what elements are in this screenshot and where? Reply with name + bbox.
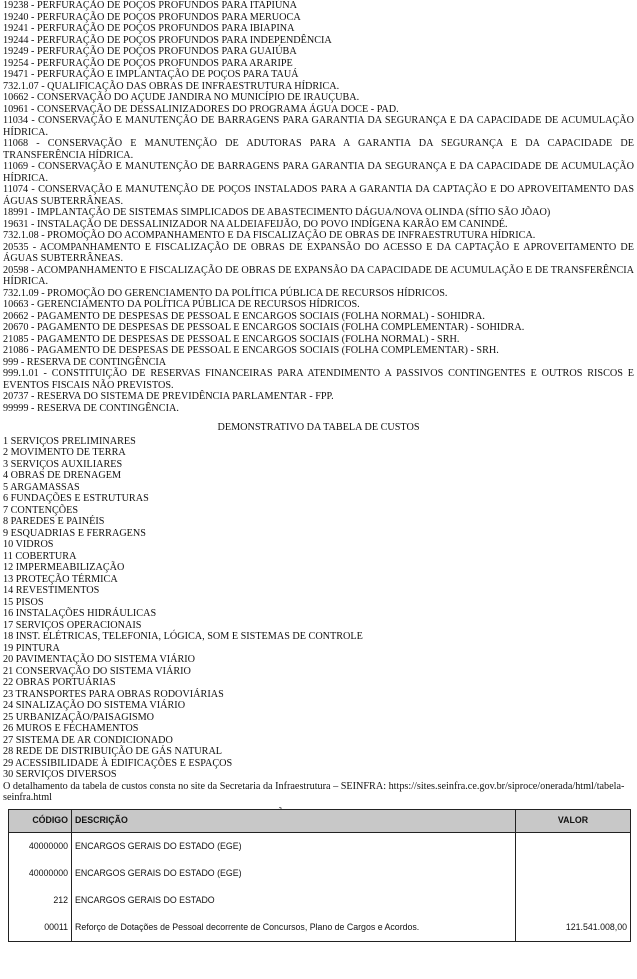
- budget-line: 11034 - CONSERVAÇÃO E MANUTENÇÃO DE BARRAGENS PARA GARANTIA DA SEGURANÇA E DA CAPACIDADE DE ACUMULAÇÃO HÍDRICA.: [3, 115, 634, 138]
- budget-line: 19244 - PERFURAÇÃO DE POÇOS PROFUNDOS PARA INDEPENDÊNCIA: [3, 34, 332, 46]
- cell-value: [516, 887, 631, 914]
- table-header-row: [9, 810, 631, 833]
- cost-item: 14 REVESTIMENTOS: [3, 585, 100, 596]
- cell-description: Reforço de Dotações de Pessoal decorrente de Concursos, Plano de Cargos e Acordos.: [72, 914, 516, 942]
- cost-item: 9 ESQUADRIAS E FERRAGENS: [3, 527, 146, 539]
- budget-line: 20670 - PAGAMENTO DE DESPESAS DE PESSOAL E ENCARGOS SOCIAIS (FOLHA COMPLEMENTAR) - SOHIDRA.: [3, 322, 525, 333]
- cost-item: 24 SINALIZAÇÃO DO SISTEMA VIÁRIO: [3, 700, 186, 711]
- cost-item: 26 MUROS E FECHAMENTOS: [3, 723, 139, 734]
- budget-line: 20535 - ACOMPANHAMENTO E FISCALIZAÇÃO DE OBRAS DE EXPANSÃO DO ACESSO E DA CAPTAÇÃO E APROVEITAMENTO DE ÁGUAS SUBTERRÂNEAS.: [3, 241, 634, 264]
- cost-item: 19 PINTURA: [3, 642, 60, 654]
- cost-item: 2 MOVIMENTO DE TERRA: [3, 447, 126, 458]
- budget-line: 20662 - PAGAMENTO DE DESPESAS DE PESSOAL E ENCARGOS SOCIAIS (FOLHA NORMAL) - SOHIDRA.: [3, 310, 485, 322]
- budget-line: 732.1.07 - QUALIFICAÇÃO DAS OBRAS DE INFRAESTRUTURA HÍDRICA.: [3, 80, 340, 92]
- budget-line: 20598 - ACOMPANHAMENTO E FISCALIZAÇÃO DE OBRAS DE EXPANSÃO DA CAPACIDADE DE ACUMULAÇÃO E DE TRANSFERÊNCIA HÍDRICA.: [3, 264, 634, 287]
- cost-table-heading: DEMONSTRATIVO DA TABELA DE CUSTOS: [217, 422, 420, 433]
- cost-item: 8 PAREDES E PAINÉIS: [3, 516, 105, 527]
- cost-item: 1 SERVIÇOS PRELIMINARES: [3, 435, 136, 447]
- cell-value: 121.541.008,00: [516, 914, 631, 942]
- cell-code: 00011: [9, 914, 72, 942]
- cost-item: 11 COBERTURA: [3, 550, 77, 562]
- budget-line: 732.1.08 - PROMOÇÃO DO ACOMPANHAMENTO E DA FISCALIZAÇÃO DE OBRAS DE INFRAESTRUTURA HÍDRICA.: [3, 230, 536, 241]
- cost-table-note: O detalhamento da tabela de custos consta no site da Secretaria da Infraestrutura – SEINFRA: https://sites.seinfra.ce.gov.br/siproce/onerada/html/tabela-seinfra.html: [3, 780, 625, 803]
- cost-item: 3 SERVIÇOS AUXILIARES: [3, 458, 123, 470]
- budget-list: [3, 0, 634, 414]
- cost-item: 25 URBANIZAÇÃO/PAISAGISMO: [3, 711, 155, 723]
- budget-line: 19241 - PERFURAÇÃO DE POÇOS PROFUNDOS PARA IBIAPINA: [3, 23, 295, 34]
- column-header-description: DESCRIÇÃO: [72, 810, 516, 833]
- budget-line: 11068 - CONSERVAÇÃO E MANUTENÇÃO DE ADUTORAS PARA A GARANTIA DA SEGURANÇA E DA CAPACIDADE DE TRANSFERÊNCIA HÍDRICA.: [3, 138, 634, 161]
- cost-item: 7 CONTENÇÕES: [3, 504, 78, 516]
- table-row: [9, 833, 631, 861]
- cost-item: 28 REDE DE DISTRIBUIÇÃO DE GÁS NATURAL: [3, 746, 223, 757]
- budget-line: 19249 - PERFURAÇÃO DE POÇOS PROFUNDOS PARA GUAIÚBA: [3, 46, 297, 57]
- budget-line: 11074 - CONSERVAÇÃO E MANUTENÇÃO DE POÇOS INSTALADOS PARA A GARANTIA DA CAPTAÇÃO E DO APROVEITAMENTO DAS ÁGUAS SUBTERRÂNEAS.: [3, 184, 634, 207]
- budget-line: 11069 - CONSERVAÇÃO E MANUTENÇÃO DE BARRAGENS PARA GARANTIA DA SEGURANÇA E DA CAPACIDADE DE ACUMULAÇÃO HÍDRICA.: [3, 161, 634, 184]
- budget-line: 18991 - IMPLANTAÇÃO DE SISTEMAS SIMPLICADOS DE ABASTECIMENTO DÁGUA/NOVA OLINDA (SÍTIO SÃO JÕAO): [3, 207, 551, 218]
- cost-item: 21 CONSERVAÇÃO DO SISTEMA VIÁRIO: [3, 665, 191, 677]
- cost-item: 13 PROTEÇÃO TÉRMICA: [3, 573, 118, 585]
- column-header-value: VALOR: [516, 810, 631, 833]
- budget-line: 19631 - INSTALAÇÃO DE DESSALINIZADOR NA ALDEIAFEIJÃO, DO POVO INDÍGENA KARÃO EM CANINDÉ.: [3, 218, 508, 230]
- budget-line: 10961 - CONSERVAÇÃO DE DESSALINIZADORES DO PROGRAMA ÁGUA DOCE - PAD.: [3, 103, 399, 115]
- cost-item: 30 SERVIÇOS DIVERSOS: [3, 769, 117, 780]
- column-header-code: CÓDIGO: [9, 810, 72, 833]
- cost-item: 5 ARGAMASSAS: [3, 481, 80, 493]
- cost-item: 20 PAVIMENTAÇÃO DO SISTEMA VIÁRIO: [3, 654, 196, 665]
- cost-item: 6 FUNDAÇÕES E ESTRUTURAS: [3, 493, 149, 504]
- cell-value: [516, 833, 631, 861]
- cost-item: 23 TRANSPORTES PARA OBRAS RODOVIÁRIAS: [3, 688, 224, 700]
- budget-line: 21086 - PAGAMENTO DE DESPESAS DE PESSOAL E ENCARGOS SOCIAIS (FOLHA COMPLEMENTAR) - SRH.: [3, 345, 499, 356]
- cost-item: 27 SISTEMA DE AR CONDICIONADO: [3, 734, 173, 746]
- cost-item: 29 ACESSIBILIDADE À EDIFICAÇÕES E ESPAÇOS: [3, 757, 233, 769]
- cost-item: 22 OBRAS PORTUÁRIAS: [3, 677, 116, 688]
- table-row: [9, 887, 631, 914]
- budget-line: 21085 - PAGAMENTO DE DESPESAS DE PESSOAL E ENCARGOS SOCIAIS (FOLHA NORMAL) - SRH.: [3, 333, 460, 345]
- personnel-table: [8, 809, 631, 942]
- cost-item: 4 OBRAS DE DRENAGEM: [3, 470, 122, 481]
- budget-line: 999.1.01 - CONSTITUIÇÃO DE RESERVAS FINANCEIRAS PARA ATENDIMENTO A PASSIVOS CONTINGENTES E OUTROS RISCOS E EVENTOS FISCAIS NÃO PREVISTOS.: [3, 368, 634, 391]
- budget-line: 19471 - PERFURAÇÃO E IMPLANTAÇÃO DE POÇOS PARA TAUÁ: [3, 69, 299, 80]
- cell-description: ENCARGOS GERAIS DO ESTADO (EGE): [72, 833, 516, 861]
- budget-line: 20737 - RESERVA DO SISTEMA DE PREVIDÊNCIA PARLAMENTAR - FPP.: [3, 391, 334, 402]
- budget-line: 19240 - PERFURAÇÃO DE POÇOS PROFUNDOS PARA MERUOCA: [3, 11, 301, 23]
- cost-item: 18 INST. ELÉTRICAS, TELEFONIA, LÓGICA, SOM E SISTEMAS DE CONTROLE: [3, 631, 363, 642]
- cell-code: 40000000: [9, 860, 72, 887]
- budget-line: 999 - RESERVA DE CONTINGÊNCIA: [3, 356, 167, 368]
- cost-item: 12 IMPERMEABILIZAÇÃO: [3, 562, 125, 573]
- table-row: [9, 860, 631, 887]
- cell-value: [516, 860, 631, 887]
- cost-item: 17 SERVIÇOS OPERACIONAIS: [3, 619, 142, 631]
- budget-line: 19254 - PERFURAÇÃO DE POÇOS PROFUNDOS PARA ARARIPE: [3, 57, 293, 69]
- cell-code: 40000000: [9, 833, 72, 861]
- cost-item: 16 INSTALAÇÕES HIDRÁULICAS: [3, 608, 157, 619]
- budget-line: 732.1.09 - PROMOÇÃO DO GERENCIAMENTO DA POLÍTICA PÚBLICA DE RECURSOS HÍDRICOS.: [3, 287, 448, 299]
- cell-code: 212: [9, 887, 72, 914]
- budget-line: 99999 - RESERVA DE CONTINGÊNCIA.: [3, 402, 179, 414]
- budget-line: 10663 - GERENCIAMENTO DA POLÍTICA PÚBLICA DE RECURSOS HÍDRICOS.: [3, 299, 360, 310]
- budget-line: 19238 - PERFURAÇÃO DE POÇOS PROFUNDOS PARA ITAPIÚNA: [3, 0, 298, 11]
- cell-description: ENCARGOS GERAIS DO ESTADO: [72, 887, 516, 914]
- cost-item: 15 PISOS: [3, 596, 44, 608]
- cell-description: ENCARGOS GERAIS DO ESTADO (EGE): [72, 860, 516, 887]
- cost-items-list: [3, 436, 634, 781]
- cost-item: 10 VIDROS: [3, 539, 54, 550]
- table-row: [9, 914, 631, 942]
- budget-line: 10662 - CONSERVAÇÃO DO AÇUDE JANDIRA NO MUNICÍPIO DE IRAUÇUBA.: [3, 92, 360, 103]
